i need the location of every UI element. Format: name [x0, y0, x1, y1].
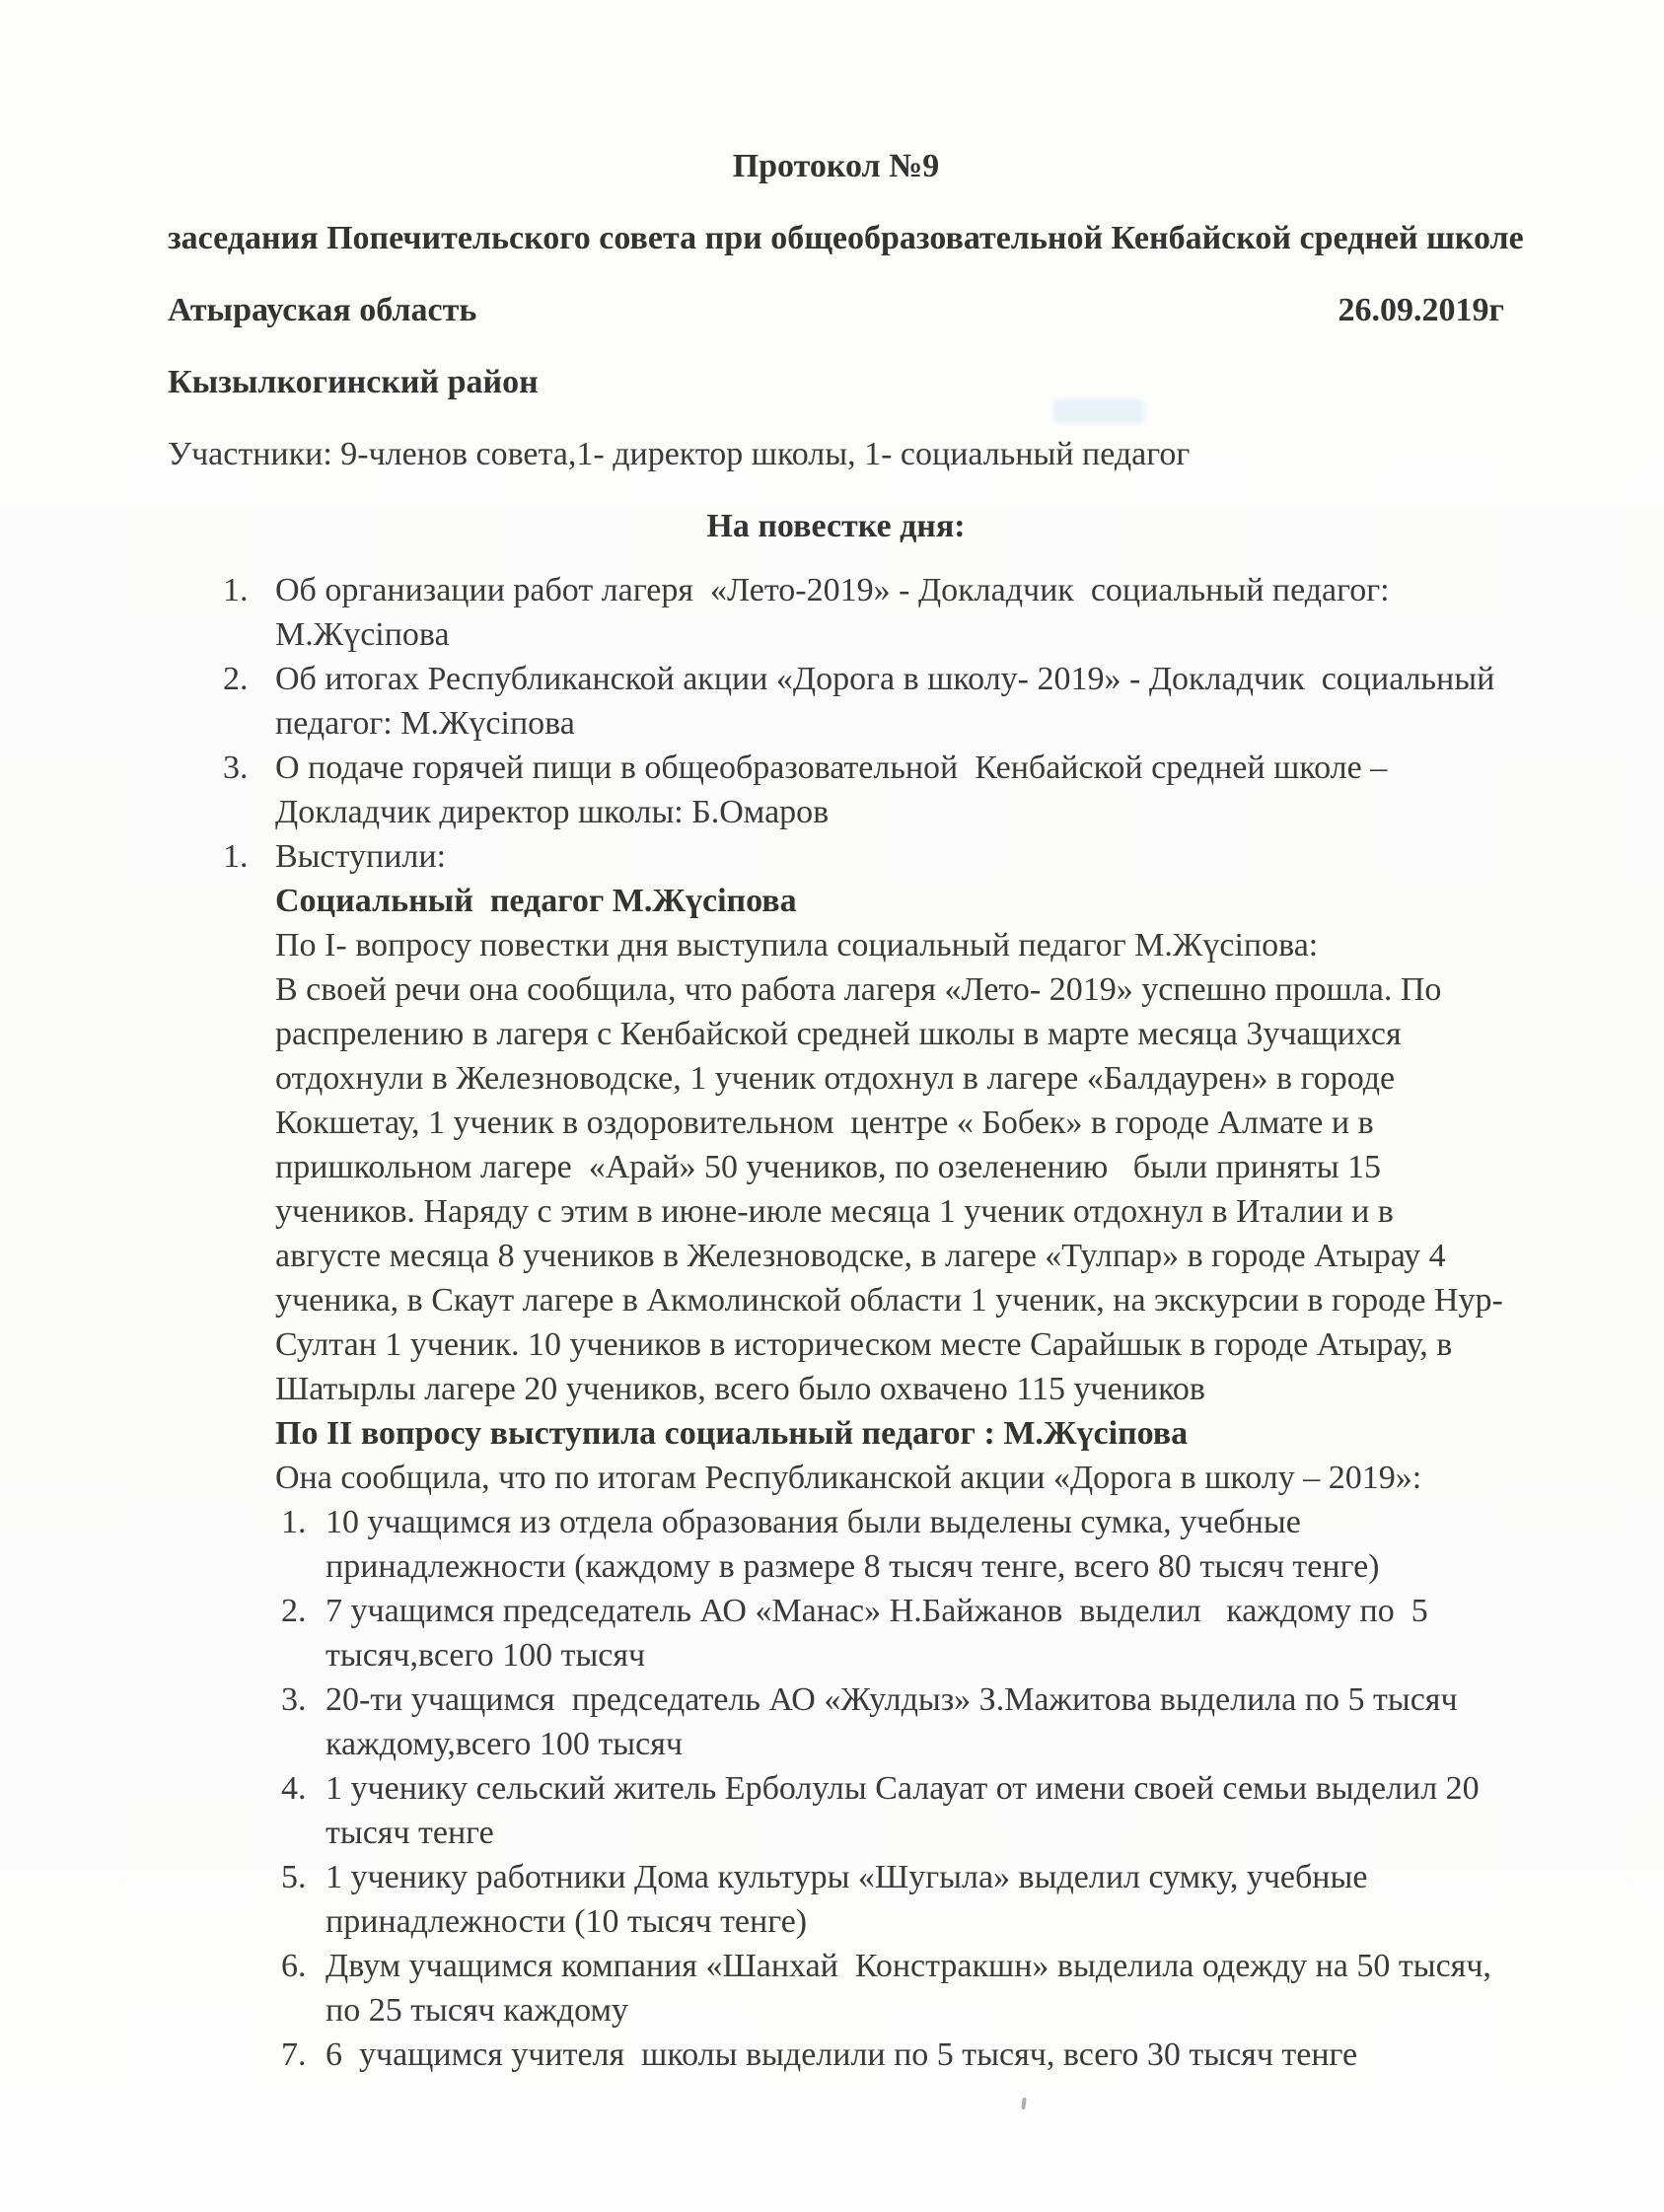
relief-item-text: 1 ученику сельский житель Ерболулы Салауат от имени своей семьи выделил 20 тысяч тенге: [326, 1770, 1488, 1851]
speech2-heading: По II вопросу выступила социальный педагог : М.Жүсіпова: [275, 1415, 1189, 1452]
agenda-heading: На повестке дня:: [706, 508, 966, 544]
relief-item-text: 10 учащимся из отдела образования были выделены сумка, учебные принадлежности (каждому в размере 8 тысяч тенге, всего 80 тысяч тенге): [326, 1504, 1380, 1585]
relief-item-text: 6 учащимся учителя школы выделили по 5 тысяч, всего 30 тысяч тенге: [326, 2036, 1358, 2073]
agenda-item: [223, 568, 1504, 657]
relief-item: [281, 2033, 1504, 2077]
agenda-item-text: Об организации работ лагеря «Лето-2019» - Докладчик социальный педагог: М.Жүсіпова: [275, 572, 1399, 653]
document-subtitle: заседания Попечительского совета при общеобразовательной Кенбайской средней школе: [168, 220, 1524, 256]
agenda-item: [223, 657, 1504, 746]
relief-item-number: 6.: [281, 1948, 307, 1984]
relief-item-number: 3.: [281, 1681, 307, 1718]
agenda-item-number: 3.: [223, 749, 249, 786]
agenda-item-text: Об итогах Республиканской акции «Дорога в школу- 2019» - Докладчик социальный педагог: М.Жүсіпова: [275, 661, 1503, 742]
relief-item-text: 20-ти учащимся председатель АО «Жулдыз» З.Мажитова выделила по 5 тысяч каждому,всего 100 тысяч: [326, 1681, 1467, 1762]
speech2-intro: Она сообщила, что по итогам Республиканской акции «Дорога в школу – 2019»:: [275, 1460, 1422, 1496]
speaker-name: Социальный педагог М.Жүсіпова: [275, 883, 797, 919]
agenda-item-number: 1.: [223, 838, 249, 875]
relief-item: [281, 1766, 1504, 1855]
participants-line: Участники: 9-членов совета,1- директор школы, 1- социальный педагог: [168, 436, 1191, 472]
agenda-item-number: 2.: [223, 661, 249, 697]
relief-item-text: 1 ученику работники Дома культуры «Шугыла» выделил сумку, учебные принадлежности (10 тысяч тенге): [326, 1859, 1376, 1940]
agenda-list: [223, 568, 1504, 879]
scan-speck: [1021, 2098, 1027, 2109]
relief-list: [281, 1500, 1504, 2077]
date-label: 26.09.2019г: [1338, 292, 1504, 328]
relief-item-number: 1.: [281, 1504, 307, 1540]
document-content: [168, 144, 1524, 2077]
district-label: Кызылкогинский район: [168, 364, 539, 400]
agenda-item-text: Выступили:: [275, 838, 447, 875]
relief-item-number: 7.: [281, 2036, 307, 2073]
speech1-body: В своей речи она сообщила, что работа лагеря «Лето- 2019» успешно прошла. По распрелению в лагеря с Кенбайской средней школы в марте месяца 3учащихся отдохнули в Железноводске, 1 ученик отдохнул в лагере «Балдаурен» в городе Кокшетау, 1 ученик в оздоровительном центре « Бобек» в городе Алмате и в пришкольном лагере «Арай» 50 учеников, по озеленению были приняты 15 учеников. Наряду с этим в июне-июле месяца 1 ученик отдохнул в Италии и в августе месяца 8 учеников в Железноводске, в лагере «Тулпар» в городе Атырау 4 ученика, в Скаут лагере в Акмолинской области 1 ученик, на экскурсии в городе Нур-Султан 1 ученик. 10 учеников в историческом месте Сарайшык в городе Атырау, в Шатырлы лагере 20 учеников, всего было охвачено 115 учеников: [275, 971, 1503, 1407]
relief-item-number: 5.: [281, 1859, 307, 1895]
region-label: Атырауская область: [168, 292, 477, 328]
agenda-item: [223, 834, 1504, 879]
relief-item: [281, 1677, 1504, 1766]
page-title: Протокол №9: [732, 148, 940, 184]
region-date-row: [168, 288, 1504, 332]
relief-item: [281, 1944, 1504, 2033]
relief-item-text: Двум учащимся компания «Шанхай Констракшн» выделила одежду на 50 тысяч, по 25 тысяч каждому: [326, 1948, 1500, 2029]
relief-item-number: 4.: [281, 1770, 307, 1807]
agenda-item-number: 1.: [223, 572, 249, 608]
agenda-item-text: О подаче горячей пищи в общеобразовательной Кенбайской средней школе – Докладчик директор школы: Б.Омаров: [275, 749, 1396, 830]
relief-item-text: 7 учащимся председатель АО «Манас» Н.Байжанов выделил каждому по 5 тысяч,всего 100 тысяч: [326, 1593, 1437, 1674]
relief-item: [281, 1855, 1504, 1944]
agenda-item: [223, 746, 1504, 834]
relief-item: [281, 1589, 1504, 1677]
speech1-intro: По I- вопросу повестки дня выступила социальный педагог М.Жүсіпова:: [275, 927, 1319, 963]
relief-item: [281, 1500, 1504, 1589]
relief-item-number: 2.: [281, 1593, 307, 1629]
speech-block: [275, 879, 1504, 2077]
